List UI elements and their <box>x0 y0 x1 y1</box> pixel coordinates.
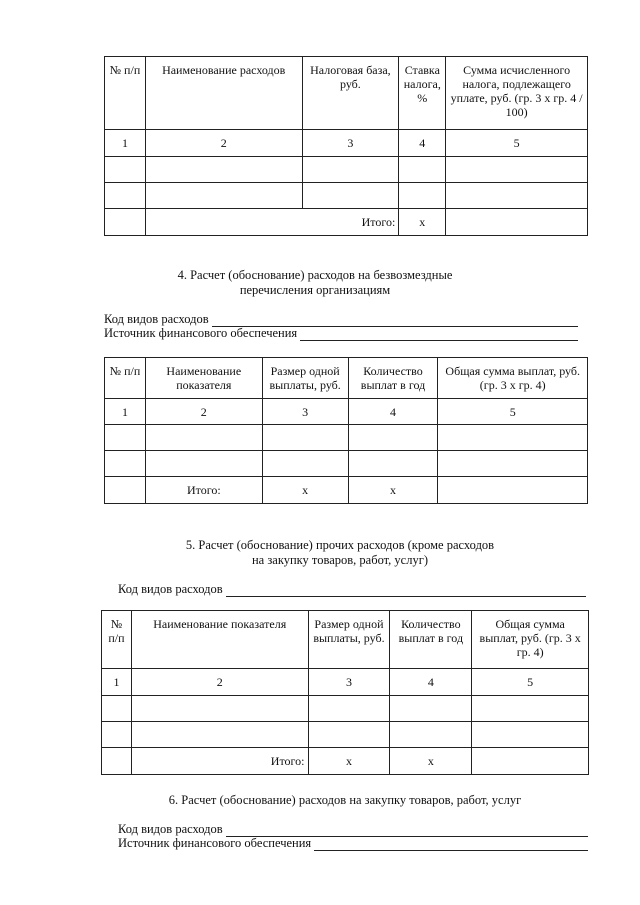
column-number: 4 <box>348 399 438 425</box>
total-x-mark: x <box>308 748 390 775</box>
header-cell: Количество выплат в год <box>390 611 472 669</box>
table-row <box>105 451 588 477</box>
header-cell: Количество выплат в год <box>348 358 438 399</box>
header-cell: Наименование показателя <box>145 358 262 399</box>
funding-source-field <box>118 836 588 851</box>
column-number: 5 <box>446 130 588 157</box>
total-x-mark: x <box>390 748 472 775</box>
column-number: 1 <box>105 399 146 425</box>
grants-table <box>104 357 588 504</box>
header-cell: Общая сумма выплат, руб. (гр. 3 x гр. 4) <box>472 611 589 669</box>
column-number: 1 <box>102 669 132 696</box>
header-cell: № п/п <box>105 57 146 130</box>
table-row <box>105 157 588 183</box>
expense-code-label: Код видов расходов <box>104 312 209 326</box>
column-number: 2 <box>145 130 302 157</box>
total-x-mark: x <box>262 477 348 504</box>
table-row <box>105 183 588 209</box>
header-cell: Наименование расходов <box>145 57 302 130</box>
section-5-title-line1: 5. Расчет (обоснование) прочих расходов (кроме расходов <box>185 538 495 552</box>
funding-source-label: Источник финансового обеспечения <box>118 836 312 850</box>
table-row <box>105 425 588 451</box>
funding-source-field <box>104 326 578 341</box>
header-cell: Ставка налога, % <box>399 57 446 130</box>
header-cell: № п/п <box>105 358 146 399</box>
column-number: 5 <box>472 669 589 696</box>
table-row <box>102 722 589 748</box>
table-row <box>102 696 589 722</box>
expense-code-field <box>118 822 588 837</box>
total-label: Итого: <box>145 209 398 236</box>
expense-code-label: Код видов расходов <box>118 582 223 596</box>
funding-source-input[interactable] <box>300 329 578 341</box>
header-cell: Наименование показателя <box>131 611 308 669</box>
expense-code-field <box>104 312 578 327</box>
column-number: 3 <box>262 399 348 425</box>
total-label: Итого: <box>145 477 262 504</box>
header-cell: Размер одной выплаты, руб. <box>308 611 390 669</box>
column-number: 4 <box>399 130 446 157</box>
funding-source-label: Источник финансового обеспечения <box>104 326 298 340</box>
funding-source-input[interactable] <box>314 839 588 851</box>
other-expenses-table <box>101 610 589 775</box>
column-number: 3 <box>302 130 399 157</box>
header-cell: Налоговая база, руб. <box>302 57 399 130</box>
section-4-title-line1: 4. Расчет (обоснование) расходов на безвозмездные <box>177 268 453 282</box>
column-number: 5 <box>438 399 588 425</box>
expense-code-label: Код видов расходов <box>118 822 223 836</box>
expense-code-input[interactable] <box>226 585 586 597</box>
column-number: 2 <box>145 399 262 425</box>
column-number: 3 <box>308 669 390 696</box>
section-4-title-line2: перечисления организациям <box>239 283 391 297</box>
header-cell: Сумма исчисленного налога, подлежащего уплате, руб. (гр. 3 x гр. 4 / 100) <box>446 57 588 130</box>
header-cell: № п/п <box>102 611 132 669</box>
header-cell: Размер одной выплаты, руб. <box>262 358 348 399</box>
column-number: 2 <box>131 669 308 696</box>
column-number: 1 <box>105 130 146 157</box>
section-6-title: 6. Расчет (обоснование) расходов на закупку товаров, работ, услуг <box>168 793 522 807</box>
section-5-title-line2: на закупку товаров, работ, услуг) <box>251 553 429 567</box>
tax-table <box>104 56 588 236</box>
header-cell: Общая сумма выплат, руб. (гр. 3 x гр. 4) <box>438 358 588 399</box>
total-label: Итого: <box>131 748 308 775</box>
total-x-mark: x <box>348 477 438 504</box>
expense-code-field <box>118 582 586 597</box>
total-x-mark: x <box>399 209 446 236</box>
column-number: 4 <box>390 669 472 696</box>
section-5-title <box>130 538 550 568</box>
section-4-title <box>100 268 530 298</box>
